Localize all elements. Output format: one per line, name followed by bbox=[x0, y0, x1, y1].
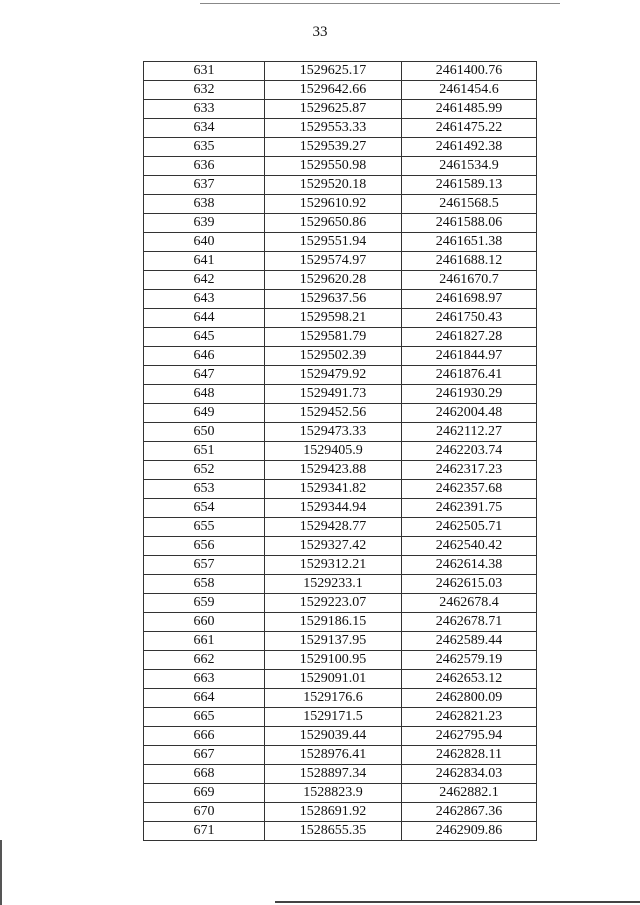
table-row bbox=[144, 176, 537, 195]
x-coordinate-cell: 1529176.6 bbox=[265, 689, 402, 708]
y-coordinate-cell: 2461589.13 bbox=[402, 176, 537, 195]
point-number-cell: 644 bbox=[144, 309, 265, 328]
y-coordinate-cell: 2462867.36 bbox=[402, 803, 537, 822]
y-coordinate-cell: 2462834.03 bbox=[402, 765, 537, 784]
table-row bbox=[144, 461, 537, 480]
y-coordinate-cell: 2462828.11 bbox=[402, 746, 537, 765]
table-row bbox=[144, 119, 537, 138]
y-coordinate-cell: 2461568.5 bbox=[402, 195, 537, 214]
table-row bbox=[144, 309, 537, 328]
y-coordinate-cell: 2462795.94 bbox=[402, 727, 537, 746]
y-coordinate-cell: 2462653.12 bbox=[402, 670, 537, 689]
x-coordinate-cell: 1529039.44 bbox=[265, 727, 402, 746]
y-coordinate-cell: 2461750.43 bbox=[402, 309, 537, 328]
x-coordinate-cell: 1529539.27 bbox=[265, 138, 402, 157]
table-row bbox=[144, 138, 537, 157]
y-coordinate-cell: 2461588.06 bbox=[402, 214, 537, 233]
y-coordinate-cell: 2461651.38 bbox=[402, 233, 537, 252]
x-coordinate-cell: 1528691.92 bbox=[265, 803, 402, 822]
x-coordinate-cell: 1529620.28 bbox=[265, 271, 402, 290]
table-row bbox=[144, 822, 537, 841]
table-row bbox=[144, 651, 537, 670]
table-row bbox=[144, 594, 537, 613]
point-number-cell: 635 bbox=[144, 138, 265, 157]
point-number-cell: 634 bbox=[144, 119, 265, 138]
x-coordinate-cell: 1529625.17 bbox=[265, 62, 402, 81]
y-coordinate-cell: 2462317.23 bbox=[402, 461, 537, 480]
table-row bbox=[144, 271, 537, 290]
table-row bbox=[144, 537, 537, 556]
x-coordinate-cell: 1529581.79 bbox=[265, 328, 402, 347]
table-row bbox=[144, 214, 537, 233]
x-coordinate-cell: 1529137.95 bbox=[265, 632, 402, 651]
x-coordinate-cell: 1529551.94 bbox=[265, 233, 402, 252]
table-row bbox=[144, 404, 537, 423]
y-coordinate-cell: 2461876.41 bbox=[402, 366, 537, 385]
point-number-cell: 637 bbox=[144, 176, 265, 195]
x-coordinate-cell: 1528823.9 bbox=[265, 784, 402, 803]
x-coordinate-cell: 1529625.87 bbox=[265, 100, 402, 119]
point-number-cell: 658 bbox=[144, 575, 265, 594]
x-coordinate-cell: 1529452.56 bbox=[265, 404, 402, 423]
point-number-cell: 645 bbox=[144, 328, 265, 347]
table-row bbox=[144, 499, 537, 518]
x-coordinate-cell: 1529553.33 bbox=[265, 119, 402, 138]
y-coordinate-cell: 2462203.74 bbox=[402, 442, 537, 461]
y-coordinate-cell: 2462800.09 bbox=[402, 689, 537, 708]
point-number-cell: 661 bbox=[144, 632, 265, 651]
table-row bbox=[144, 670, 537, 689]
table-row bbox=[144, 347, 537, 366]
point-number-cell: 642 bbox=[144, 271, 265, 290]
table-row bbox=[144, 62, 537, 81]
x-coordinate-cell: 1528655.35 bbox=[265, 822, 402, 841]
y-coordinate-cell: 2462004.48 bbox=[402, 404, 537, 423]
table-row bbox=[144, 556, 537, 575]
table-row bbox=[144, 480, 537, 499]
table-row bbox=[144, 328, 537, 347]
y-coordinate-cell: 2461534.9 bbox=[402, 157, 537, 176]
point-number-cell: 636 bbox=[144, 157, 265, 176]
table-row bbox=[144, 746, 537, 765]
x-coordinate-cell: 1529550.98 bbox=[265, 157, 402, 176]
y-coordinate-cell: 2462909.86 bbox=[402, 822, 537, 841]
x-coordinate-cell: 1529610.92 bbox=[265, 195, 402, 214]
x-coordinate-cell: 1529650.86 bbox=[265, 214, 402, 233]
x-coordinate-cell: 1529327.42 bbox=[265, 537, 402, 556]
y-coordinate-cell: 2462357.68 bbox=[402, 480, 537, 499]
x-coordinate-cell: 1528897.34 bbox=[265, 765, 402, 784]
y-coordinate-cell: 2461475.22 bbox=[402, 119, 537, 138]
point-number-cell: 671 bbox=[144, 822, 265, 841]
y-coordinate-cell: 2461670.7 bbox=[402, 271, 537, 290]
table-row bbox=[144, 632, 537, 651]
table-row bbox=[144, 689, 537, 708]
table-row bbox=[144, 708, 537, 727]
point-number-cell: 656 bbox=[144, 537, 265, 556]
x-coordinate-cell: 1529405.9 bbox=[265, 442, 402, 461]
table-row bbox=[144, 727, 537, 746]
table-row bbox=[144, 765, 537, 784]
y-coordinate-cell: 2462505.71 bbox=[402, 518, 537, 537]
point-number-cell: 631 bbox=[144, 62, 265, 81]
point-number-cell: 659 bbox=[144, 594, 265, 613]
y-coordinate-cell: 2461400.76 bbox=[402, 62, 537, 81]
x-coordinate-cell: 1529598.21 bbox=[265, 309, 402, 328]
point-number-cell: 646 bbox=[144, 347, 265, 366]
point-number-cell: 647 bbox=[144, 366, 265, 385]
table-row bbox=[144, 233, 537, 252]
x-coordinate-cell: 1529574.97 bbox=[265, 252, 402, 271]
table-row bbox=[144, 613, 537, 632]
x-coordinate-cell: 1529223.07 bbox=[265, 594, 402, 613]
point-number-cell: 648 bbox=[144, 385, 265, 404]
point-number-cell: 664 bbox=[144, 689, 265, 708]
point-number-cell: 640 bbox=[144, 233, 265, 252]
y-coordinate-cell: 2462821.23 bbox=[402, 708, 537, 727]
point-number-cell: 660 bbox=[144, 613, 265, 632]
y-coordinate-cell: 2462882.1 bbox=[402, 784, 537, 803]
y-coordinate-cell: 2461930.29 bbox=[402, 385, 537, 404]
y-coordinate-cell: 2461492.38 bbox=[402, 138, 537, 157]
x-coordinate-cell: 1529637.56 bbox=[265, 290, 402, 309]
x-coordinate-cell: 1529491.73 bbox=[265, 385, 402, 404]
point-number-cell: 632 bbox=[144, 81, 265, 100]
y-coordinate-cell: 2461688.12 bbox=[402, 252, 537, 271]
point-number-cell: 649 bbox=[144, 404, 265, 423]
point-number-cell: 652 bbox=[144, 461, 265, 480]
point-number-cell: 665 bbox=[144, 708, 265, 727]
table-row bbox=[144, 100, 537, 119]
point-number-cell: 655 bbox=[144, 518, 265, 537]
y-coordinate-cell: 2462615.03 bbox=[402, 575, 537, 594]
point-number-cell: 668 bbox=[144, 765, 265, 784]
point-number-cell: 666 bbox=[144, 727, 265, 746]
y-coordinate-cell: 2461454.6 bbox=[402, 81, 537, 100]
x-coordinate-cell: 1529423.88 bbox=[265, 461, 402, 480]
coordinates-table bbox=[143, 61, 537, 841]
x-coordinate-cell: 1529100.95 bbox=[265, 651, 402, 670]
point-number-cell: 650 bbox=[144, 423, 265, 442]
point-number-cell: 654 bbox=[144, 499, 265, 518]
y-coordinate-cell: 2461485.99 bbox=[402, 100, 537, 119]
point-number-cell: 638 bbox=[144, 195, 265, 214]
table-row bbox=[144, 518, 537, 537]
y-coordinate-cell: 2462678.71 bbox=[402, 613, 537, 632]
table-row bbox=[144, 157, 537, 176]
y-coordinate-cell: 2461698.97 bbox=[402, 290, 537, 309]
point-number-cell: 651 bbox=[144, 442, 265, 461]
x-coordinate-cell: 1529233.1 bbox=[265, 575, 402, 594]
scan-border-top bbox=[200, 3, 560, 4]
point-number-cell: 633 bbox=[144, 100, 265, 119]
y-coordinate-cell: 2462391.75 bbox=[402, 499, 537, 518]
table-row bbox=[144, 81, 537, 100]
table-row bbox=[144, 252, 537, 271]
x-coordinate-cell: 1529520.18 bbox=[265, 176, 402, 195]
y-coordinate-cell: 2462678.4 bbox=[402, 594, 537, 613]
table-row bbox=[144, 290, 537, 309]
x-coordinate-cell: 1529642.66 bbox=[265, 81, 402, 100]
point-number-cell: 643 bbox=[144, 290, 265, 309]
point-number-cell: 663 bbox=[144, 670, 265, 689]
table-row bbox=[144, 803, 537, 822]
y-coordinate-cell: 2462589.44 bbox=[402, 632, 537, 651]
x-coordinate-cell: 1529479.92 bbox=[265, 366, 402, 385]
scan-border-left bbox=[0, 840, 2, 905]
table-row bbox=[144, 423, 537, 442]
coordinates-table-body bbox=[144, 62, 537, 841]
y-coordinate-cell: 2461827.28 bbox=[402, 328, 537, 347]
y-coordinate-cell: 2462112.27 bbox=[402, 423, 537, 442]
y-coordinate-cell: 2462579.19 bbox=[402, 651, 537, 670]
table-row bbox=[144, 195, 537, 214]
x-coordinate-cell: 1529171.5 bbox=[265, 708, 402, 727]
point-number-cell: 639 bbox=[144, 214, 265, 233]
x-coordinate-cell: 1529428.77 bbox=[265, 518, 402, 537]
table-row bbox=[144, 385, 537, 404]
table-row bbox=[144, 442, 537, 461]
point-number-cell: 653 bbox=[144, 480, 265, 499]
point-number-cell: 669 bbox=[144, 784, 265, 803]
y-coordinate-cell: 2462614.38 bbox=[402, 556, 537, 575]
point-number-cell: 670 bbox=[144, 803, 265, 822]
table-row bbox=[144, 366, 537, 385]
scan-border-bottom bbox=[275, 901, 640, 903]
x-coordinate-cell: 1529312.21 bbox=[265, 556, 402, 575]
table-row bbox=[144, 784, 537, 803]
x-coordinate-cell: 1529341.82 bbox=[265, 480, 402, 499]
point-number-cell: 641 bbox=[144, 252, 265, 271]
x-coordinate-cell: 1529344.94 bbox=[265, 499, 402, 518]
point-number-cell: 662 bbox=[144, 651, 265, 670]
x-coordinate-cell: 1529502.39 bbox=[265, 347, 402, 366]
point-number-cell: 657 bbox=[144, 556, 265, 575]
point-number-cell: 667 bbox=[144, 746, 265, 765]
page-number: 33 bbox=[312, 24, 328, 40]
y-coordinate-cell: 2462540.42 bbox=[402, 537, 537, 556]
x-coordinate-cell: 1529091.01 bbox=[265, 670, 402, 689]
x-coordinate-cell: 1529186.15 bbox=[265, 613, 402, 632]
x-coordinate-cell: 1528976.41 bbox=[265, 746, 402, 765]
table-row bbox=[144, 575, 537, 594]
y-coordinate-cell: 2461844.97 bbox=[402, 347, 537, 366]
x-coordinate-cell: 1529473.33 bbox=[265, 423, 402, 442]
